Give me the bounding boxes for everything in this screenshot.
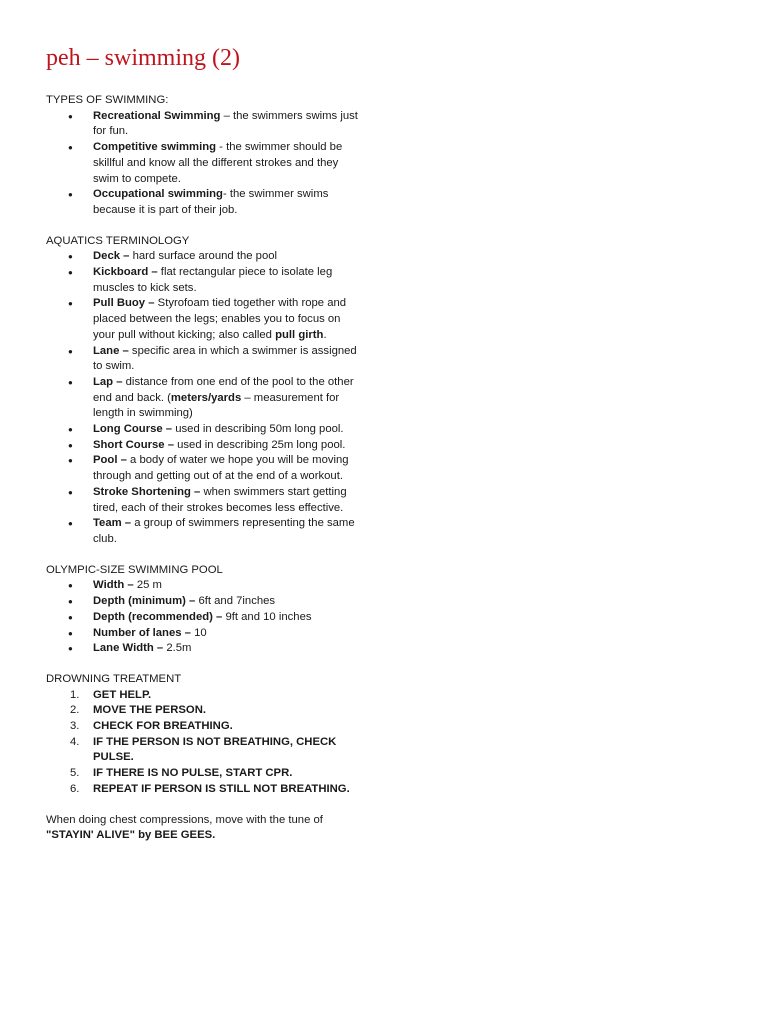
document-page [46,44,376,844]
list-item: ● Pull Buoy – Styrofoam tied together with rope and placed between the legs; enables you to focus on your pull without kicking; also called pull girth. [46,296,363,343]
aquatics-section [46,234,376,548]
list-item: ● Depth (recommended) – 9ft and 10 inches [46,610,363,626]
drowning-heading: DROWNING TREATMENT [46,672,182,685]
note-line-2: "STAYIN' ALIVE" by BEE GEES. [46,829,216,842]
list-item: ● Short Course – used in describing 25m long pool. [46,438,363,454]
olympic-list [46,578,376,657]
list-item: ● Stroke Shortening – when swimmers start getting tired, each of their strokes becomes less effective. [46,485,363,516]
types-list [46,109,376,219]
aquatics-list [46,249,376,547]
aquatics-heading: AQUATICS TERMINOLOGY [46,234,190,247]
list-item: ● Width – 25 m [46,578,363,594]
note-line-1: When doing chest compressions, move with the tune of [46,813,323,826]
list-item: ● Long Course – used in describing 50m long pool. [46,422,363,438]
list-item: ● Recreational Swimming – the swimmers swims just for fun. [46,109,363,140]
list-item: ● Competitive swimming - the swimmer should be skillful and know all the different strokes and they swim to compete. [46,140,363,187]
list-item: ● Lap – distance from one end of the pool to the other end and back. (meters/yards – measurement for length in swimming) [46,375,363,422]
types-heading: TYPES OF SWIMMING: [46,94,169,106]
list-item: 1. GET HELP. [70,688,152,701]
list-item: ● Number of lanes – 10 [46,626,363,642]
list-item: ● Deck – hard surface around the pool [46,249,363,265]
list-item: 2. MOVE THE PERSON. [70,704,206,717]
list-item: ● Kickboard – flat rectangular piece to isolate leg muscles to kick sets. [46,265,363,296]
list-item: ● Pool – a body of water we hope you will be moving through and getting out of at the end of a workout. [46,453,363,484]
olympic-heading: OLYMPIC-SIZE SWIMMING POOL [46,563,223,576]
drowning-section [46,672,376,798]
list-item: ● Occupational swimming- the swimmer swims because it is part of their job. [46,187,363,218]
list-item: 6. REPEAT IF PERSON IS STILL NOT BREATHING. [70,782,350,795]
list-item: ● Lane Width – 2.5m [46,641,363,657]
list-item: ● Depth (minimum) – 6ft and 7inches [46,594,363,610]
drowning-steps [46,688,376,798]
list-item: ● Team – a group of swimmers representing the same club. [46,516,363,547]
types-section [46,93,376,219]
list-item: ● Lane – specific area in which a swimmer is assigned to swim. [46,344,363,375]
list-item: 4. IF THE PERSON IS NOT BREATHING, CHECK PULSE. [70,735,337,764]
olympic-section [46,563,376,657]
list-item: 3. CHECK FOR BREATHING. [70,720,233,733]
list-item: 5. IF THERE IS NO PULSE, START CPR. [70,767,293,780]
page-title: peh – swimming (2) [46,45,240,71]
